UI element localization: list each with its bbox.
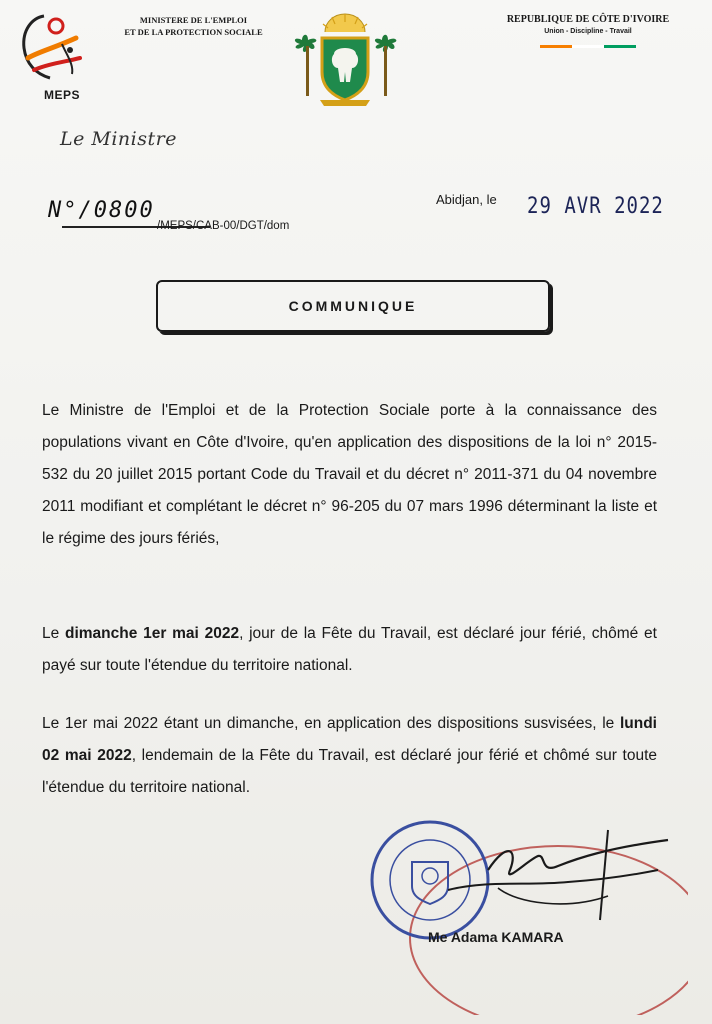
republic-name: REPUBLIQUE DE CÔTE D'IVOIRE: [506, 14, 670, 25]
republic-motto: Union - Discipline - Travail: [544, 28, 632, 35]
reference-suffix: /MEPS/CAB-00/DGT/dom: [157, 220, 290, 232]
flag-stripe: [540, 45, 636, 48]
meps-logo-text: MEPS: [44, 88, 81, 102]
flag-green: [604, 45, 636, 48]
paragraph-3-date: lundi 02 mai 2022: [42, 715, 657, 764]
paragraph-3-end: , lendemain de la Fête du Travail, est déclaré jour férié et chômé sur toute l'étendue du territoire national.: [42, 747, 657, 796]
ministry-line-1: MINISTERE DE L'EMPLOI: [139, 15, 248, 25]
signature-stroke-icon: [448, 870, 658, 890]
paragraph-2-date: dimanche 1er mai 2022: [65, 625, 240, 642]
paragraph-3-start: Le 1er mai 2022 étant un dimanche, en application des dispositions susvisées, le: [42, 715, 620, 732]
coat-of-arms-icon: [290, 10, 400, 110]
date-label: Abidjan, le: [436, 192, 497, 207]
meps-emblem-icon: [14, 8, 94, 90]
flag-white: [572, 45, 604, 48]
reference-handwritten-number: N°/0800: [48, 198, 155, 223]
signature-stamp-area: [368, 800, 688, 1015]
meps-logo: [14, 8, 94, 103]
sender-label: Le Ministre: [60, 128, 177, 150]
republic-header: [488, 14, 688, 38]
paragraph-2-end: , jour de la Fête du Travail, est déclaré jour férié, chômé et payé sur toute l'étendue du territoire national.: [42, 625, 657, 674]
reference-number: [48, 198, 348, 238]
ministry-name: [106, 14, 281, 38]
paragraph-3: [42, 708, 657, 804]
ministry-line-2: ET DE LA PROTECTION SOCIALE: [124, 27, 263, 37]
date-stamp: 29 AVR 2022: [527, 193, 664, 219]
handwritten-signature-icon: [488, 840, 668, 874]
paragraph-1: Le Ministre de l'Emploi et de la Protection Sociale porte à la connaissance des populations vivant en Côte d'Ivoire, qu'en application des dispositions de la loi n° 2015-532 du 20 juillet 2015 portant Code du Travail et du décret n° 2011-371 du 04 novembre 2011 modifiant et complétant le décret n° 96-205 du 07 mars 1996 déterminant la liste et le régime des jours fériés,: [42, 402, 657, 547]
signatory-name: Me Adama KAMARA: [428, 929, 564, 945]
paragraph-2: [42, 618, 657, 682]
flag-orange: [540, 45, 572, 48]
communique-title: COMMUNIQUE: [156, 280, 550, 332]
official-seal-icon: [372, 822, 488, 938]
paragraph-2-start: Le: [42, 625, 65, 642]
